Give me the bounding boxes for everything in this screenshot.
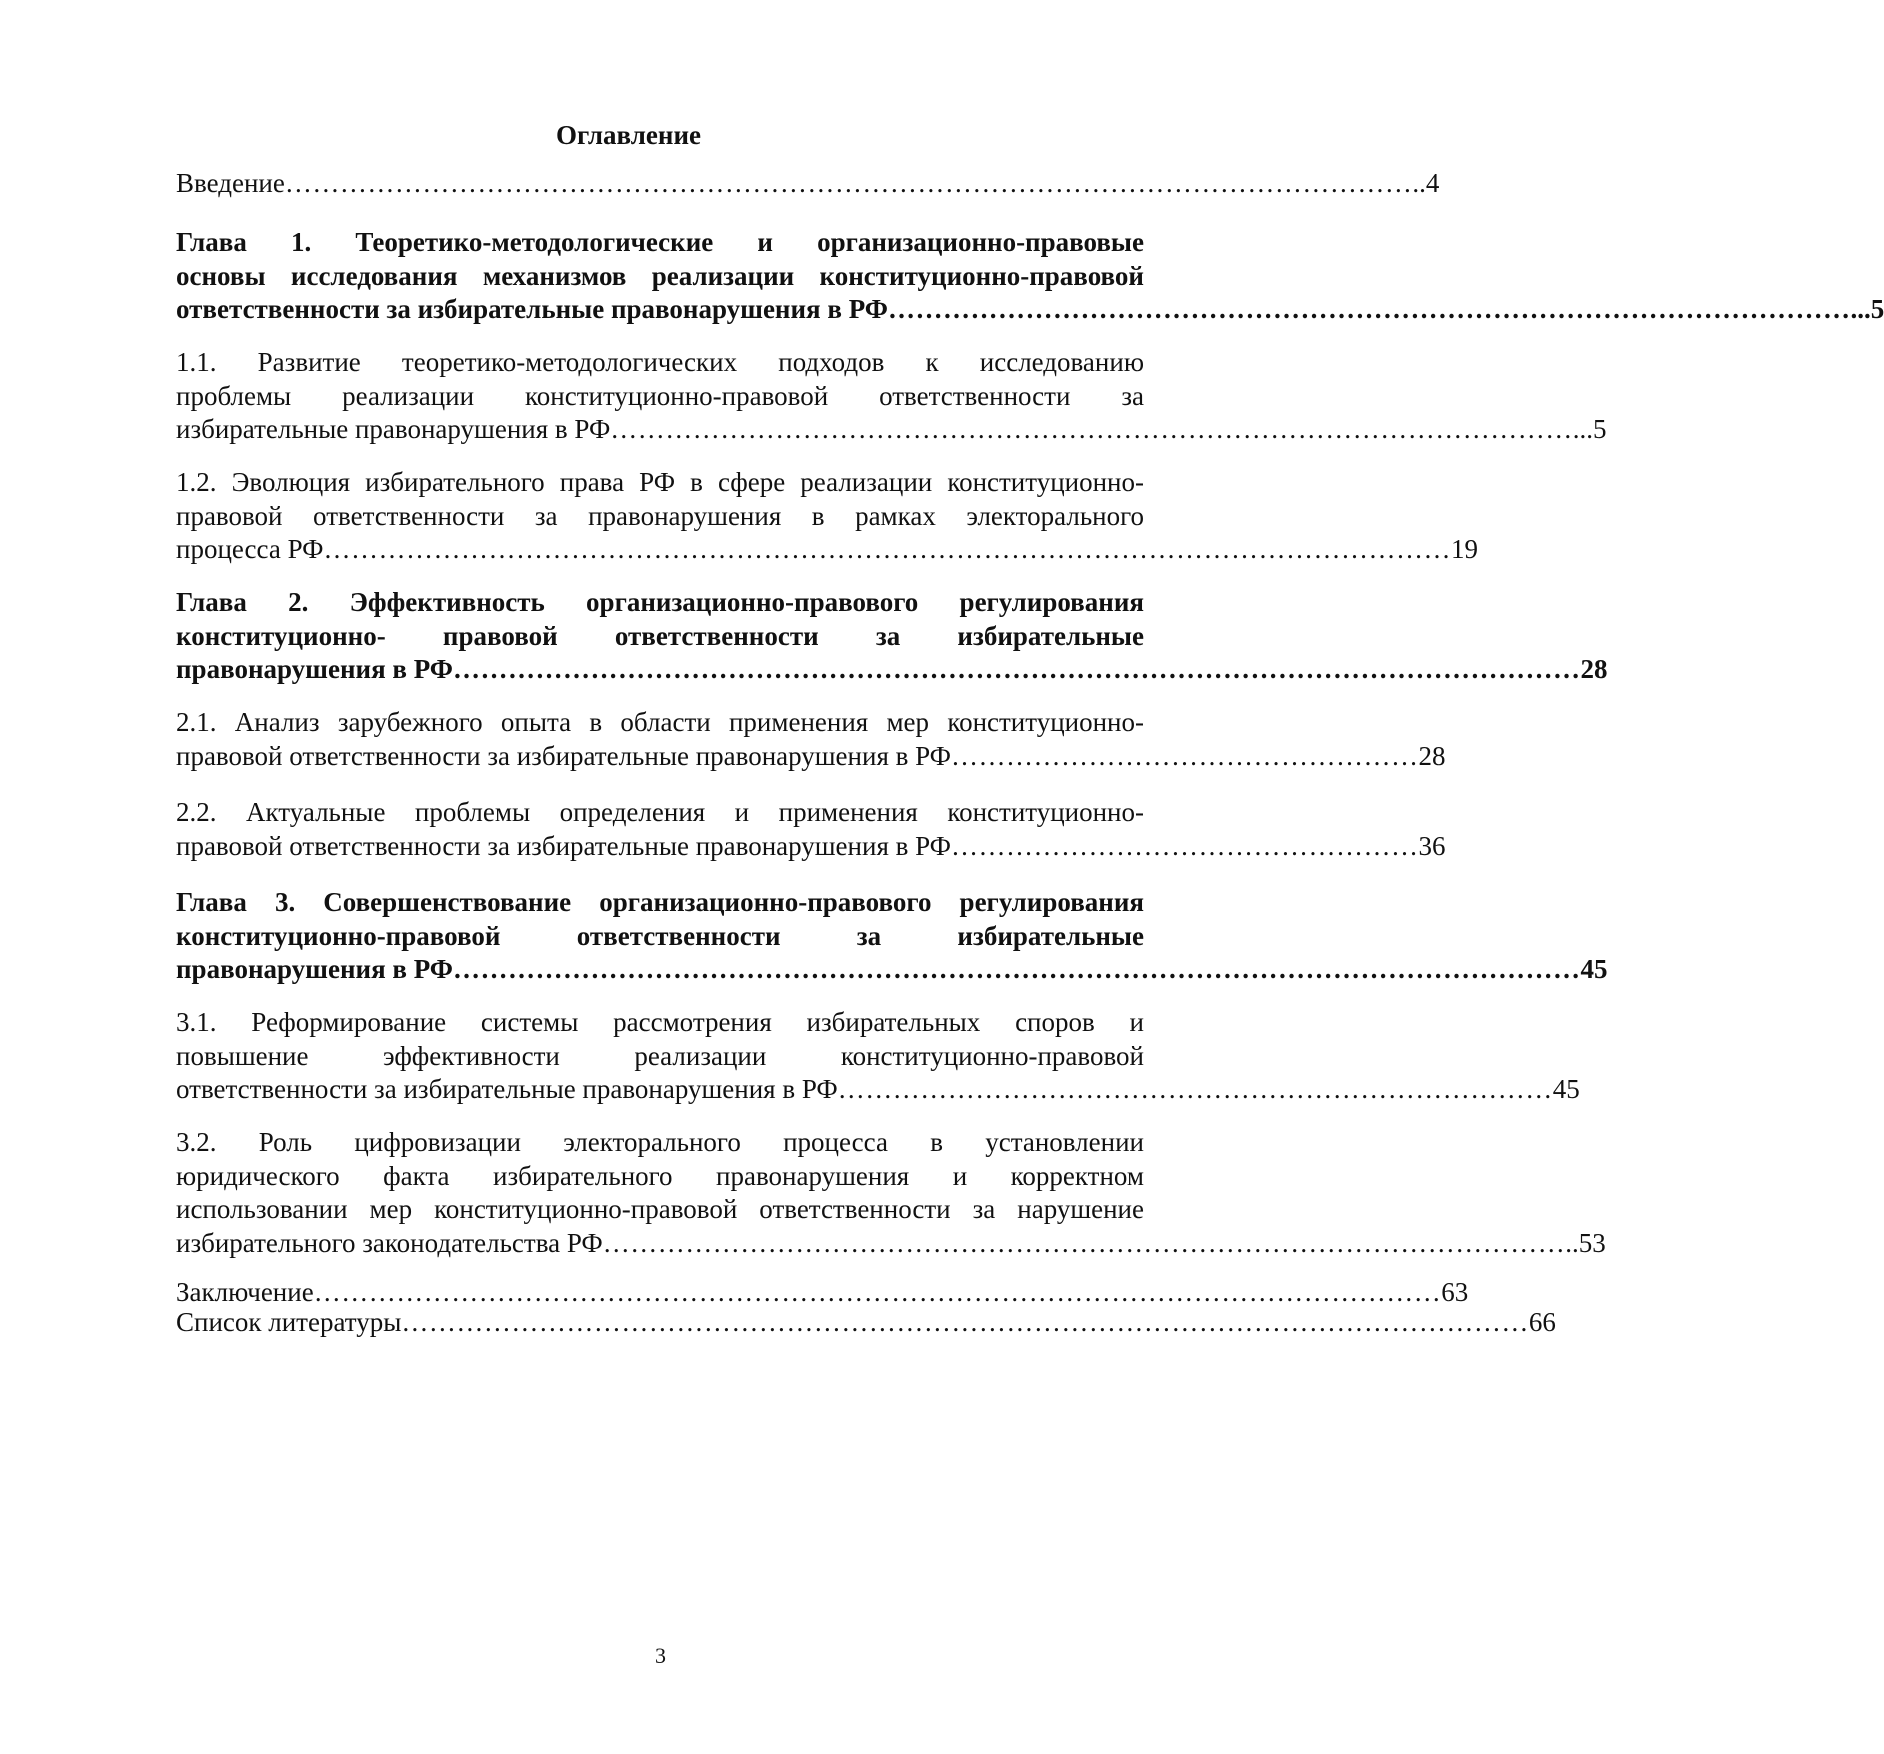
toc-entry-section-1-2[interactable]	[176, 466, 1478, 567]
leader-dots: ……………………………………………………………………	[837, 1074, 1553, 1104]
toc-page-number: 28	[1418, 740, 1446, 771]
toc-entry-line: юридического факта избирательного правонарушения и корректном	[176, 1160, 1144, 1191]
toc-entry-label: избирательные правонарушения в РФ	[176, 414, 611, 444]
toc-entry-label: Введение	[176, 168, 285, 198]
toc-entry-line: 3.1. Реформирование системы рассмотрения избирательных споров и	[176, 1007, 1144, 1037]
toc-entry-intro[interactable]	[176, 167, 1440, 201]
leader-dots: ……………………………………………………………………………………………	[610, 414, 1573, 444]
toc-entry-chapter-3[interactable]	[176, 886, 1608, 987]
toc-entry-line: 3.2. Роль цифровизации электорального процесса в установлении	[176, 1127, 1144, 1157]
toc-entry-section-1-1[interactable]	[176, 346, 1607, 447]
toc-page-number: ..4	[1412, 168, 1440, 198]
toc-entry-line: Глава 3. Совершенствование организационно-правового регулирования	[176, 887, 1144, 917]
toc-page-number: ...5	[1850, 294, 1884, 324]
leader-dots: ……………………………………………………………………………………………………………	[284, 168, 1413, 198]
toc-entry-line: использовании мер конституционно-правовой ответственности за нарушение	[176, 1194, 1144, 1224]
toc-entry-label: ответственности за избирательные правонарушения в РФ	[176, 294, 888, 324]
toc-page-number: 19	[1450, 534, 1478, 564]
toc-entry-chapter-2[interactable]	[176, 586, 1608, 687]
toc-entry-section-2-2[interactable]	[176, 796, 1446, 863]
leader-dots: ……………………………………………………………………………………………………………	[323, 534, 1451, 564]
toc-entry-bibliography[interactable]	[176, 1306, 1556, 1340]
toc-entry-line: повышение эффективности реализации конституционно-правовой	[176, 1040, 1144, 1071]
toc-entry-section-3-2[interactable]	[176, 1126, 1606, 1260]
toc-page-number: 66	[1528, 1307, 1556, 1337]
leader-dots: ……………………………………………………………………………………………………………	[453, 654, 1581, 684]
toc-page-number: 45	[1580, 954, 1608, 984]
toc-entry-chapter-1[interactable]	[176, 226, 1884, 327]
leader-dots: ……………………………………………………………………………………………	[887, 294, 1851, 324]
toc-entry-line: 1.2. Эволюция избирательного права РФ в сфере реализации конституционно-	[176, 467, 1144, 497]
toc-entry-label: ответственности за избирательные правонарушения в РФ	[176, 1074, 838, 1104]
toc-page-number: 63	[1441, 1277, 1469, 1307]
toc-page-number: 36	[1418, 830, 1446, 861]
toc-entry-line: основы исследования механизмов реализации конституционно-правовой	[176, 260, 1144, 291]
toc-entry-line: правовой ответственности за правонарушения в рамках электорального	[176, 500, 1144, 531]
toc-page-number: 28	[1580, 654, 1608, 684]
toc-entry-label: правонарушения в РФ	[176, 954, 453, 984]
toc-entry-line: Глава 1. Теоретико-методологические и организационно-правовые	[176, 227, 1144, 257]
toc-entry-label: Список литературы	[176, 1307, 402, 1337]
toc-page-number: 45	[1552, 1074, 1580, 1104]
toc-entry-conclusion[interactable]	[176, 1276, 1469, 1310]
toc-entry-label: правовой ответственности за избирательные правонарушения в РФ	[176, 740, 951, 771]
toc-entry-line: Глава 2. Эффективность организационно-правового регулирования	[176, 587, 1144, 617]
toc-page-number: ...5	[1572, 414, 1607, 444]
toc-entry-line: 1.1. Развитие теоретико-методологических подходов к исследованию	[176, 347, 1144, 377]
toc-entry-line: конституционно- правовой ответственности за избирательные	[176, 620, 1144, 651]
toc-page-number: ..53	[1565, 1227, 1606, 1258]
toc-entry-label: процесса РФ	[176, 534, 324, 564]
leader-dots: ……………………………………………………………………………………………	[602, 1227, 1566, 1258]
toc-entry-section-3-1[interactable]	[176, 1006, 1580, 1107]
toc-entry-line: 2.1. Анализ зарубежного опыта в области применения мер конституционно-	[176, 707, 1144, 737]
leader-dots: ……………………………………………	[951, 740, 1419, 771]
leader-dots: ……………………………………………………………………………………………………………	[313, 1277, 1442, 1307]
leader-dots: ……………………………………………	[951, 830, 1419, 861]
toc-entry-section-2-1[interactable]	[176, 706, 1446, 773]
toc-entry-label: правовой ответственности за избирательные правонарушения в РФ	[176, 830, 951, 861]
leader-dots: ……………………………………………………………………………………………………………	[453, 954, 1581, 984]
toc-entry-label: правонарушения в РФ	[176, 654, 453, 684]
page-number: 3	[655, 1643, 666, 1668]
toc-title: Оглавление	[556, 120, 701, 150]
leader-dots: ……………………………………………………………………………………………………………	[401, 1307, 1529, 1337]
toc-entry-label: избирательного законодательства РФ	[176, 1227, 603, 1258]
toc-entry-line: конституционно-правовой ответственности за избирательные	[176, 920, 1144, 951]
toc-entry-line: проблемы реализации конституционно-правовой ответственности за	[176, 380, 1144, 411]
toc-entry-label: Заключение	[176, 1277, 314, 1307]
toc-entry-line: 2.2. Актуальные проблемы определения и применения конституционно-	[176, 797, 1144, 827]
